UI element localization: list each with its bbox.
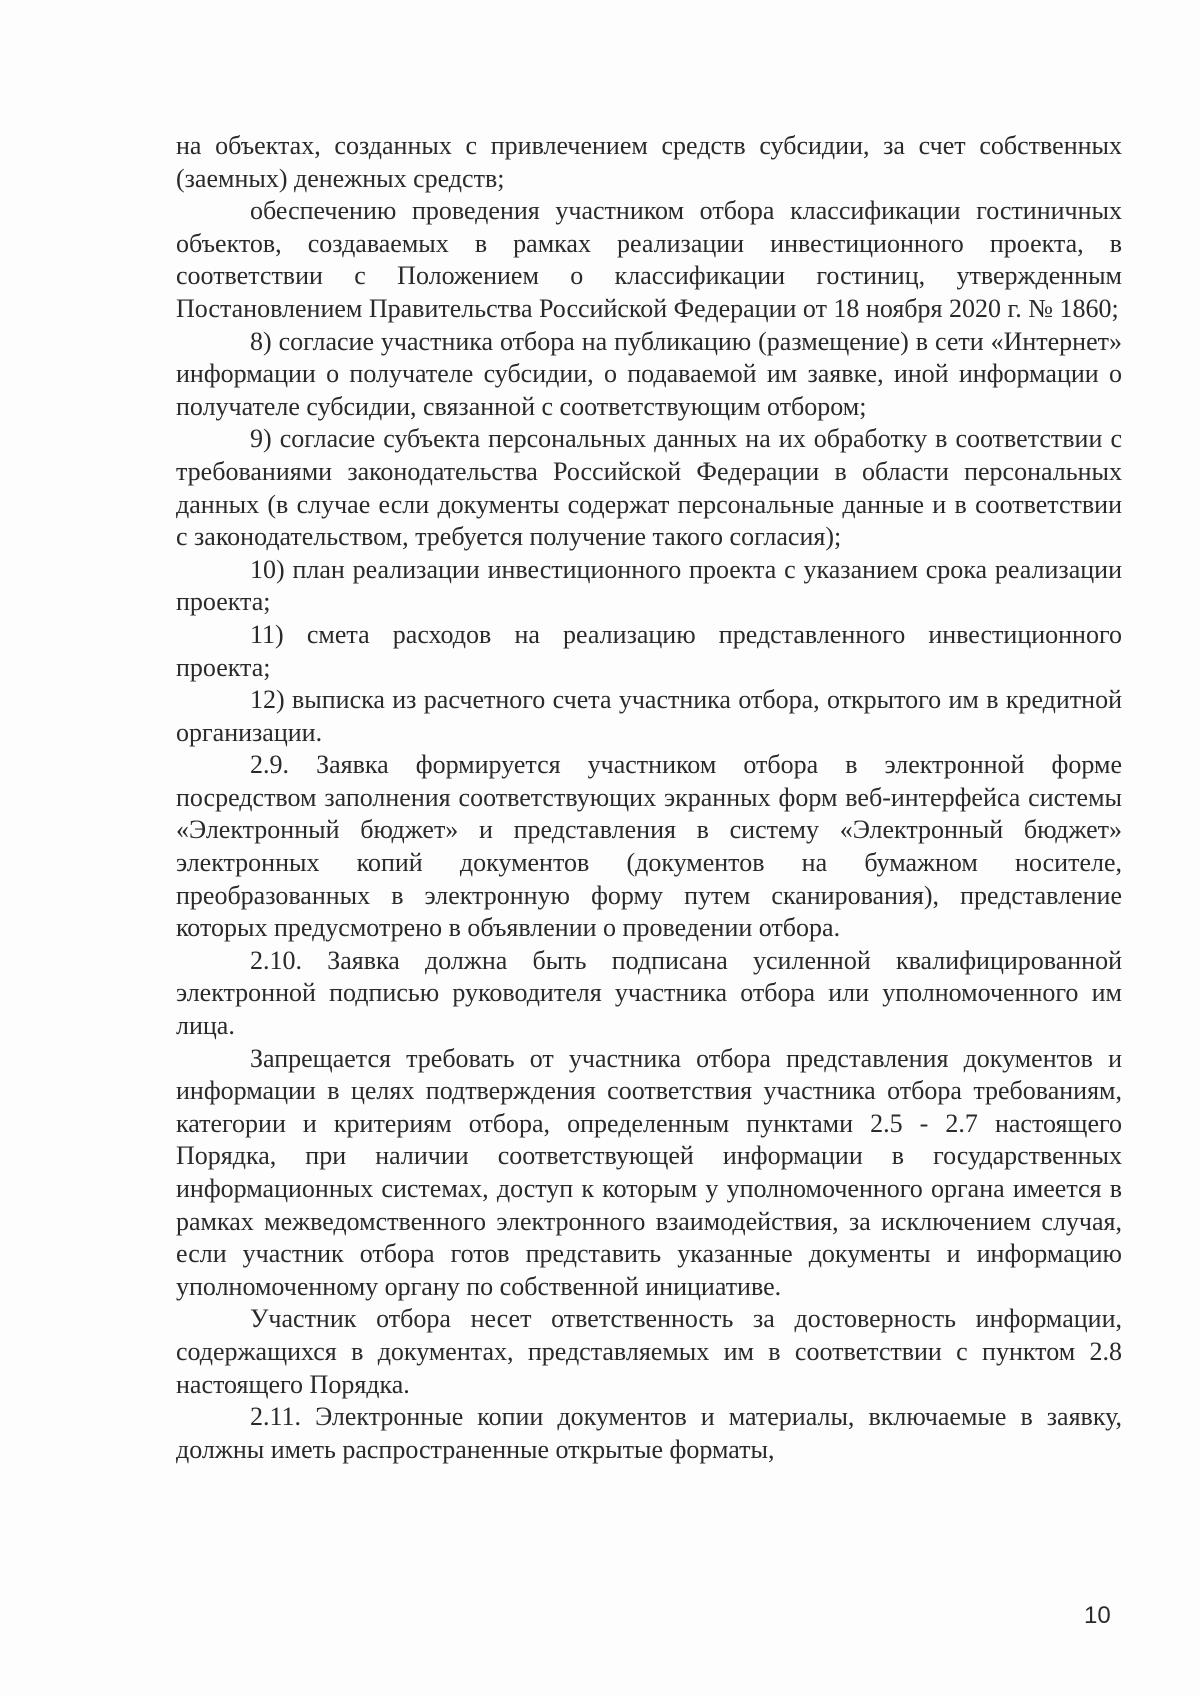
paragraph-prohibition: Запрещается требовать от участника отбора представления документов и информации в целях подтверждения соответствия участника отбора требованиям, категории и критериям отбора, определенным пунктами 2.5 - 2.7 настоящего Порядка, при наличии соответствующей информации в государственных информационных системах, доступ к которым у уполномоченного органа имеется в рамках межведомственного электронного взаимодействия, за исключением случая, если участник отбора готов представить указанные документы и информацию уполномоченному органу по собственной инициативе. [176,1043,1122,1301]
paragraph-item-9: 9) согласие субъекта персональных данных на их обработку в соответствии с требованиями законодательства Российской Федерации в области персональных данных (в случае если документы содержат персональные данные и в соответствии с законодательством, требуется получение такого согласия); [176,424,1122,552]
paragraph-item-10: 10) план реализации инвестиционного проекта с указанием срока реализации проекта; [176,554,1122,617]
page-number: 10 [1084,1602,1111,1629]
paragraph-section-2-9: 2.9. Заявка формируется участником отбора в электронной форме посредством заполнения соответствующих экранных форм веб-интерфейса системы «Электронный бюджет» и представления в систему «Электронный бюджет» электронных копий документов (документов на бумажном носителе, преобразованных в электронную форму путем сканирования), представление которых предусмотрено в объявлении о проведении отбора. [176,750,1122,943]
paragraph-section-2-11: 2.11. Электронные копии документов и материалы, включаемые в заявку, должны иметь распространенные открытые форматы, [176,1402,1122,1464]
paragraph-hotel-classification: обеспечению проведения участником отбора классификации гостиничных объектов, создаваемых в рамках реализации инвестиционного проекта, в соответствии с Положением о классификации гостиниц, утвержденным Постановлением Правительства Российской Федерации от 18 ноября 2020 г. № 1860; [176,196,1122,323]
paragraph-item-12: 12) выписка из расчетного счета участника отбора, открытого им в кредитной организации. [176,685,1122,747]
paragraph-item-11: 11) смета расходов на реализацию представленного инвестиционного проекта; [176,619,1122,682]
paragraph-item-8: 8) согласие участника отбора на публикацию (размещение) в сети «Интернет» информации о получателе субсидии, о подаваемой им заявке, иной информации о получателе субсидии, связанной с соответствующим отбором; [176,326,1122,421]
paragraph-responsibility: Участник отбора несет ответственность за достоверность информации, содержащихся в документах, представляемых им в соответствии с пунктом 2.8 настоящего Порядка. [176,1304,1122,1399]
paragraph-section-2-10: 2.10. Заявка должна быть подписана усиленной квалифицированной электронной подписью руководителя участника отбора или уполномоченного им лица. [176,945,1122,1041]
document-body [176,130,1122,1466]
paragraph-continuation: на объектах, созданных с привлечением средств субсидии, за счет собственных (заемных) денежных средств; [176,131,1122,193]
